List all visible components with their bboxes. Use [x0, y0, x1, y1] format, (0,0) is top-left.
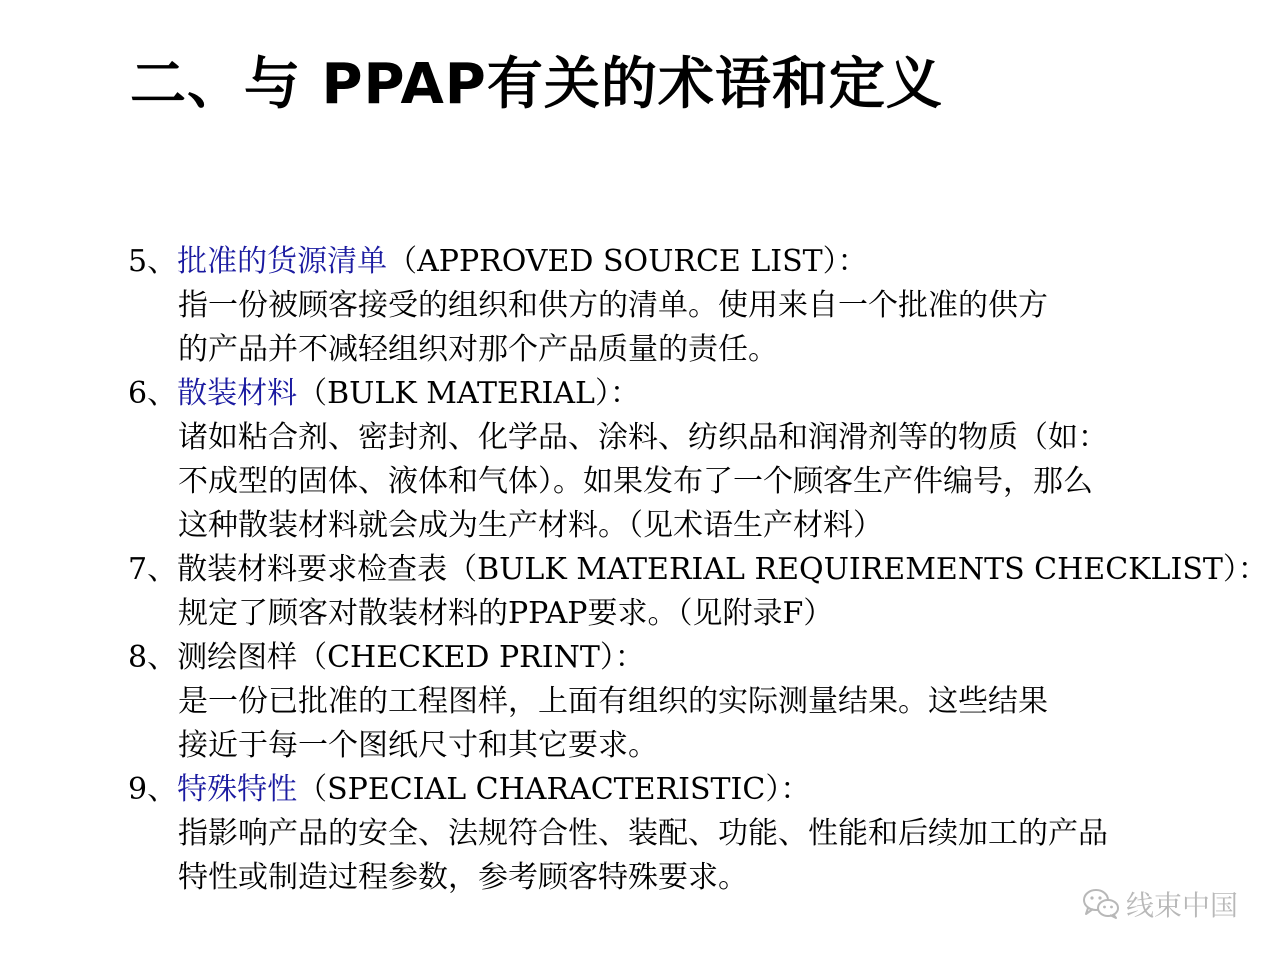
watermark	[1082, 884, 1238, 924]
definition-text-line: 不成型的固体、液体和气体）。如果发布了一个顾客生产件编号，那么	[178, 464, 1093, 499]
definition-text-line: 接近于每一个图纸尺寸和其它要求。	[178, 728, 658, 763]
definition-heading	[128, 240, 1228, 284]
definition-heading	[128, 636, 1228, 680]
watermark-text: 线束中国	[1125, 889, 1238, 922]
definition-text-line: 的产品并不减轻组织对那个产品质量的责任。	[178, 332, 778, 367]
definition-text-line: 是一份已批准的工程图样，上面有组织的实际测量结果。这些结果	[178, 684, 1048, 719]
page-title: 二、与 PPAP有关的术语和定义	[130, 52, 943, 117]
definition-text-line: 诸如粘合剂、密封剂、化学品、涂料、纺织品和润滑剂等的物质（如：	[178, 420, 1108, 455]
term-english: （CHECKED PRINT）：	[297, 640, 645, 675]
entry-number: 6、	[128, 376, 178, 411]
definition-text-line: 这种散装材料就会成为生产材料。（见术语生产材料）	[178, 508, 883, 543]
definition-entry-9	[128, 768, 1228, 900]
term-name: 散装材料要求检查表	[177, 552, 448, 587]
definition-entry-5	[128, 240, 1228, 372]
term-name: 测绘图样	[177, 640, 298, 675]
entry-number: 8、	[128, 640, 178, 675]
definition-entry-7	[128, 548, 1268, 636]
wechat-icon	[1082, 888, 1120, 920]
term-name: 特殊特性	[177, 772, 298, 807]
definition-text-line: 特性或制造过程参数，参考顾客特殊要求。	[178, 860, 748, 895]
term-english: （APPROVED SOURCE LIST）：	[387, 244, 868, 279]
term-english: （BULK MATERIAL）：	[297, 376, 640, 411]
definition-text-line: 规定了顾客对散装材料的PPAP要求。（见附录F）	[178, 596, 834, 631]
term-name: 散装材料	[177, 376, 298, 411]
entry-number: 7、	[128, 552, 178, 587]
entry-number: 5、	[128, 244, 178, 279]
term-english: （BULK MATERIAL REQUIREMENTS CHECKLIST）：	[447, 552, 1268, 587]
definition-heading	[128, 768, 1228, 812]
definition-entry-6	[128, 372, 1228, 548]
definition-heading	[128, 548, 1268, 592]
definition-text-line: 指一份被顾客接受的组织和供方的清单。使用来自一个批准的供方	[178, 288, 1048, 323]
term-name: 批准的货源清单	[177, 244, 388, 279]
definitions-list	[128, 240, 1268, 900]
definition-heading	[128, 372, 1228, 416]
definition-text-line: 指影响产品的安全、法规符合性、装配、功能、性能和后续加工的产品	[178, 816, 1108, 851]
definition-entry-8	[128, 636, 1228, 768]
term-english: （SPECIAL CHARACTERISTIC）：	[297, 772, 811, 807]
entry-number: 9、	[128, 772, 178, 807]
